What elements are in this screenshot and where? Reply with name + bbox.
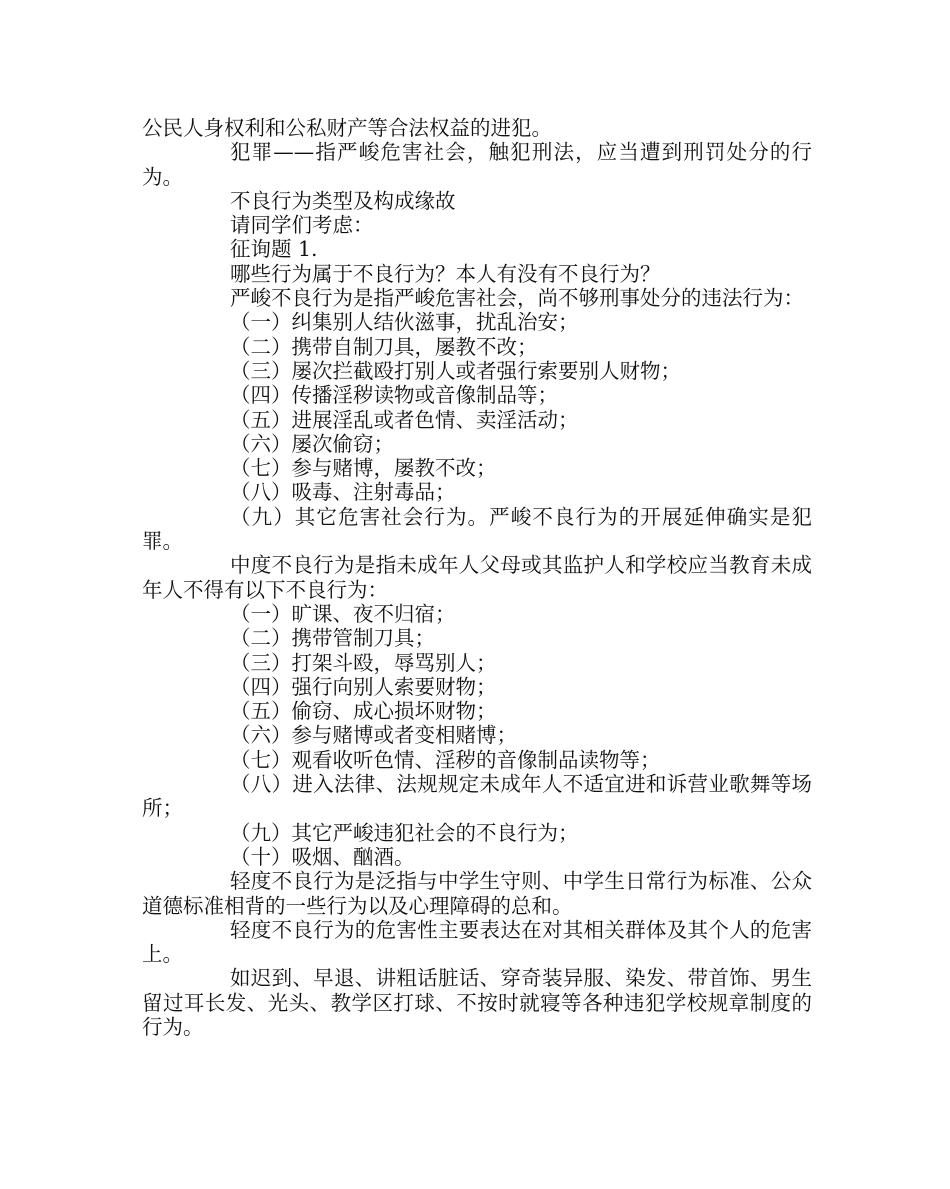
paragraph-continuation: 公民人身权利和公私财产等合法权益的进犯。 xyxy=(142,116,552,140)
list-item: （六）参与赌博或者变相赌博； xyxy=(230,723,517,748)
paragraph-mild-behavior: 轻度不良行为是泛指与中学生守则、中学生日常行为标准、公众道德标准相背的一些行为以及心理障碍的总和。 xyxy=(142,869,812,918)
question-label: 征询题 1. xyxy=(230,237,318,262)
list-item: （四）强行向别人索要财物； xyxy=(230,674,497,699)
section-heading: 不良行为类型及构成缘故 xyxy=(230,188,456,213)
list-item: （六）屡次偷窃； xyxy=(230,431,394,456)
list-item: （五）进展淫乱或者色情、卖淫活动； xyxy=(230,407,579,432)
paragraph-moderate-behavior: 中度不良行为是指未成年人父母或其监护人和学校应当教育未成年人不得有以下不良行为： xyxy=(142,553,812,602)
list-item: （二）携带自制刀具，屡教不改； xyxy=(230,334,538,359)
question-text: 哪些行为属于不良行为？本人有没有不良行为？ xyxy=(230,261,661,286)
list-item: （九）其它严峻违犯社会的不良行为； xyxy=(230,820,579,845)
list-item: （八）进入法律、法规规定未成年人不适宜进和诉营业歌舞等场所； xyxy=(142,772,812,821)
paragraph-mild-harm: 轻度不良行为的危害性主要表达在对其相关群体及其个人的危害上。 xyxy=(142,917,812,967)
list-item: （五）偷窃、成心损坏财物； xyxy=(230,699,497,724)
list-item: （一）纠集别人结伙滋事，扰乱治安； xyxy=(230,310,579,335)
paragraph-crime-definition: 犯罪——指严峻危害社会，触犯刑法，应当遭到刑罚处分的行为。 xyxy=(142,140,812,189)
list-item: （十）吸烟、酗酒。 xyxy=(230,844,415,869)
list-item: （四）传播淫秽读物或音像制品等； xyxy=(230,383,558,408)
list-item: （九）其它危害社会行为。严峻不良行为的开展延伸确实是犯罪。 xyxy=(142,504,812,554)
list-item: （八）吸毒、注射毒品； xyxy=(230,480,456,505)
paragraph-serious-behavior: 严峻不良行为是指严峻危害社会，尚不够刑事处分的违法行为： xyxy=(230,286,804,311)
paragraph-examples: 如迟到、早退、讲粗话脏话、穿奇装异服、染发、带首饰、男生留过耳长发、光头、教学区打球、不按时就寝等各种违犯学校规章制度的行为。 xyxy=(142,966,812,1039)
list-item: （二）携带管制刀具； xyxy=(230,626,435,651)
list-item: （七）参与赌博，屡教不改； xyxy=(230,456,497,481)
list-item: （七）观看收听色情、淫秽的音像制品读物等； xyxy=(230,747,661,772)
list-item: （三）屡次拦截殴打别人或者强行索要别人财物； xyxy=(230,358,681,383)
list-item: （一）旷课、夜不归宿； xyxy=(230,601,456,626)
paragraph-prompt: 请同学们考虑： xyxy=(230,213,374,238)
list-item: （三）打架斗殴，辱骂别人； xyxy=(230,650,497,675)
document-body xyxy=(142,116,812,1039)
